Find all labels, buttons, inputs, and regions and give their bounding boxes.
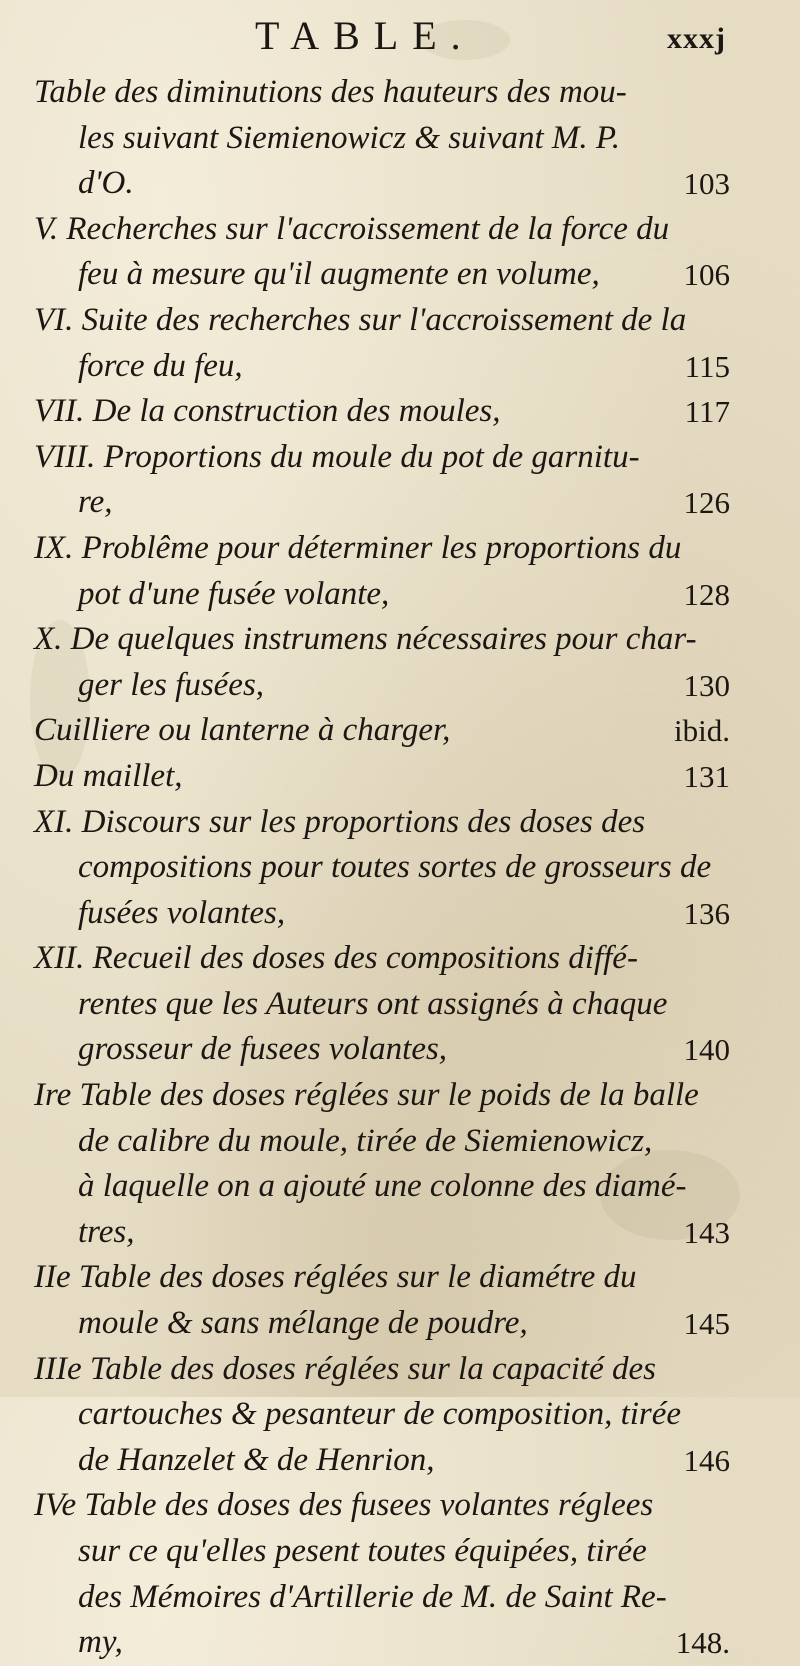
toc-line [0,617,800,663]
page-header [0,8,800,68]
toc-page-number: 126 [683,485,730,521]
toc-line [0,663,800,709]
toc-line [0,1027,800,1073]
toc-line [0,1073,800,1119]
running-title: TABLE. [255,13,475,58]
toc-entry-text: fusées volantes, [78,894,286,931]
toc-line [0,1483,800,1529]
toc-page-number: 136 [683,895,730,931]
toc-line [0,1301,800,1347]
toc-entry-text: tres, [78,1213,135,1250]
page-folio: xxxj [667,22,726,55]
toc-entry-text: moule & sans mélange de poudre, [78,1305,528,1342]
toc-line [0,526,800,572]
toc-line [0,1119,800,1165]
toc-entry-text: rentes que les Auteurs ont assignés à chaque [78,985,668,1022]
toc-page-number: 148. [675,1625,730,1661]
toc-entry-text: Du maillet, [34,757,183,794]
toc-line [0,344,800,390]
toc-line [0,1620,800,1666]
toc-line [0,891,800,937]
toc-page-number: 140 [683,1032,730,1068]
toc-entry-text: IVe Table des doses des fusees volantes réglees [34,1487,654,1524]
toc-entry-text: VI. Suite des recherches sur l'accroissement de la [34,301,687,338]
toc-entry-text: force du feu, [78,347,243,384]
toc-line [0,70,800,116]
toc-entry-text: XI. Discours sur les proportions des doses des [34,803,646,840]
toc-entry-text: my, [78,1624,123,1661]
toc-line [0,936,800,982]
toc-page-number: 131 [683,758,730,794]
toc-page-number: 117 [684,394,730,430]
toc-line [0,800,800,846]
toc-page-number: 146 [683,1442,730,1478]
toc-entry-text: VIII. Proportions du moule du pot de garnitu- [34,438,640,475]
toc-page-number: 143 [683,1214,730,1250]
toc-page-number: 145 [683,1306,730,1342]
toc-entry-text: XII. Recueil des doses des compositions diffé- [34,940,638,977]
toc-line [0,116,800,162]
toc-entry-text: IX. Problême pour déterminer les proportions du [34,529,682,566]
toc-entry-text: grosseur de fusees volantes, [78,1031,448,1068]
toc-line [0,845,800,891]
toc-entry-text: ger les fusées, [78,666,265,703]
toc-line [0,298,800,344]
toc-entry-text: re, [78,484,113,521]
toc-page-number: 115 [684,348,730,384]
toc-page-number: 130 [683,667,730,703]
toc-entry-text: X. De quelques instrumens nécessaires pour char- [34,621,697,658]
toc-line [0,1255,800,1301]
toc-entry-text: d'O. [78,165,134,202]
toc-line [0,982,800,1028]
toc-line [0,435,800,481]
toc-line [0,1529,800,1575]
toc-entry-text: à laquelle on a ajouté une colonne des diamé- [78,1168,687,1205]
table-of-contents [0,70,800,1666]
toc-entry-text: VII. De la construction des moules, [34,393,501,430]
toc-entry-text: IIe Table des doses réglées sur le diamétre du [34,1259,637,1296]
toc-entry-text: feu à mesure qu'il augmente en volume, [78,256,600,293]
toc-page-number: 106 [683,257,730,293]
toc-entry-text: cartouches & pesanteur de composition, tirée [78,1396,682,1433]
toc-entry-text: compositions pour toutes sortes de grosseurs de [78,849,712,886]
toc-line [0,252,800,298]
toc-line [0,1210,800,1256]
toc-entry-text: Cuilliere ou lanterne à charger, [34,712,451,749]
toc-entry-text: pot d'une fusée volante, [78,575,390,612]
toc-line [0,1438,800,1484]
toc-entry-text: des Mémoires d'Artillerie de M. de Saint Re- [78,1578,667,1615]
toc-line [0,708,800,754]
toc-page-number: 103 [683,166,730,202]
toc-entry-text: IIIe Table des doses réglées sur la capacité des [34,1350,656,1387]
toc-entry-text: Ire Table des doses réglées sur le poids de la balle [34,1077,699,1114]
toc-line [0,161,800,207]
toc-line [0,1164,800,1210]
toc-page-number: ibid. [674,713,730,749]
toc-line [0,480,800,526]
toc-line [0,572,800,618]
toc-entry-text: de calibre du moule, tirée de Siemienowicz, [78,1122,653,1159]
toc-line [0,1575,800,1621]
toc-line [0,207,800,253]
toc-entry-text: de Hanzelet & de Henrion, [78,1441,435,1478]
toc-entry-text: V. Recherches sur l'accroissement de la force du [34,210,670,247]
toc-line [0,754,800,800]
toc-page-number: 128 [683,576,730,612]
toc-entry-text: Table des diminutions des hauteurs des mou- [34,74,627,110]
toc-entry-text: les suivant Siemienowicz & suivant M. P. [78,119,621,156]
toc-line [0,389,800,435]
toc-entry-text: sur ce qu'elles pesent toutes équipées, tirée [78,1533,647,1569]
toc-line [0,1347,800,1393]
toc-line [0,1392,800,1438]
